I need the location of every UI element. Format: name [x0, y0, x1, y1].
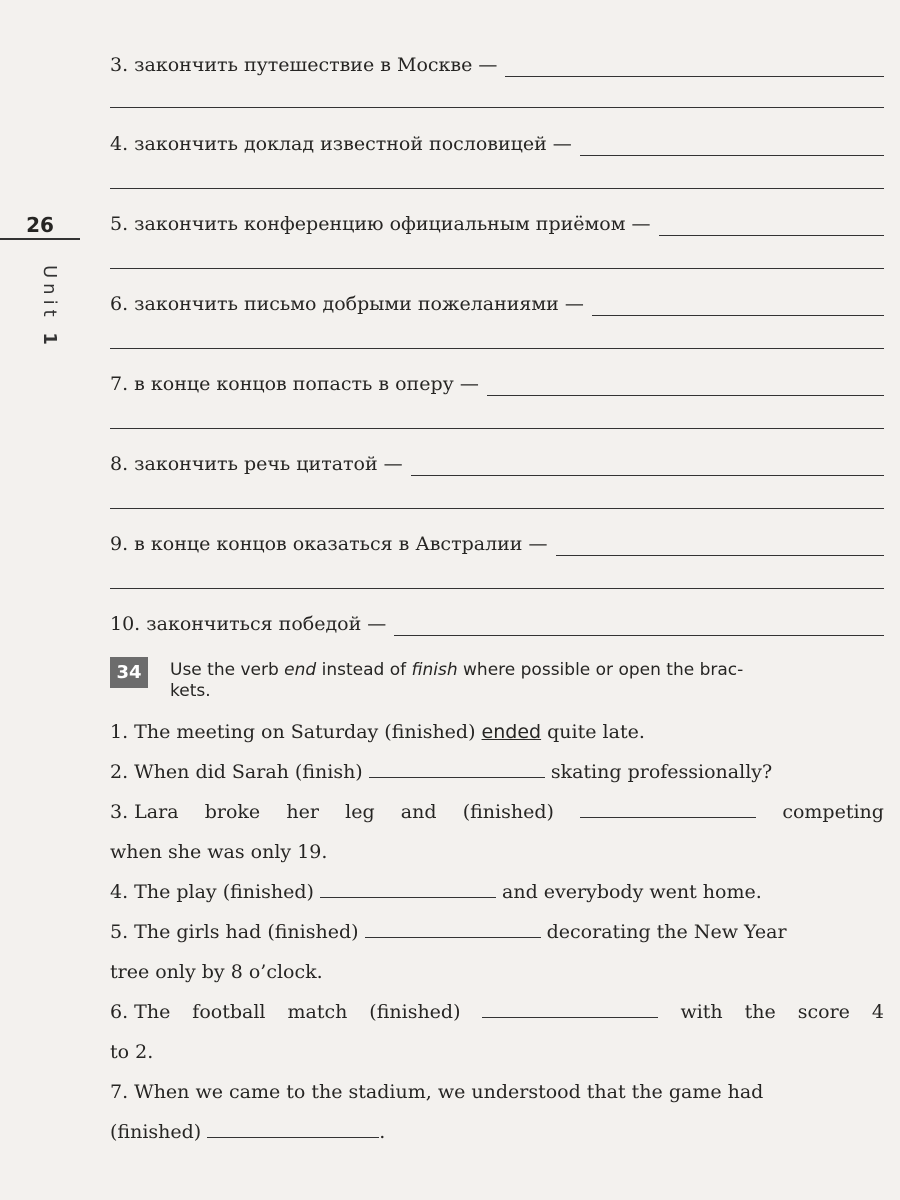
- exercise-line: [110, 919, 884, 945]
- exercise-text: 5. The girls had (finished): [110, 921, 359, 943]
- unit-label-text: Unit: [39, 265, 60, 322]
- instruction-text: where possible or open the brac-: [457, 660, 744, 680]
- answer-line[interactable]: [580, 139, 884, 156]
- answer-line[interactable]: [110, 188, 884, 189]
- exercise-word: (finished): [369, 1001, 461, 1023]
- exercise-word: broke: [204, 801, 261, 823]
- answer-line[interactable]: [110, 107, 884, 108]
- exercise-text: 2. When did Sarah (finish): [110, 761, 363, 783]
- answer-line[interactable]: [505, 60, 884, 77]
- list-item: [110, 132, 884, 156]
- exercise-text: decorating the New Year: [546, 921, 787, 943]
- instruction-text: Use the verb: [170, 660, 285, 680]
- answer-line[interactable]: [592, 299, 884, 316]
- exercise-word: competing: [782, 801, 884, 823]
- exercise-line: [110, 719, 884, 745]
- exercise-word: leg: [345, 801, 375, 823]
- list-item: [110, 532, 884, 556]
- answer-line[interactable]: [487, 379, 884, 396]
- exercise-line: [110, 759, 884, 785]
- exercise-text: tree only by 8 o’clock.: [110, 961, 323, 983]
- exercise-text: to 2.: [110, 1041, 154, 1063]
- page-number: 26: [26, 213, 54, 237]
- instruction-text: kets.: [170, 681, 211, 701]
- exercise-line: [110, 1079, 884, 1105]
- answer-blank[interactable]: [320, 879, 496, 898]
- exercise-word: 4: [871, 1001, 884, 1023]
- exercise-text: and everybody went home.: [502, 881, 762, 903]
- answer-line[interactable]: [110, 268, 884, 269]
- answer-line[interactable]: [659, 219, 884, 236]
- exercise-word: 3. Lara: [110, 801, 179, 823]
- instruction-emphasis: end: [284, 660, 317, 680]
- exercise-word: the: [744, 1001, 776, 1023]
- exercise-word: her: [286, 801, 319, 823]
- exercise-text: quite late.: [547, 721, 645, 743]
- exercise-text: skating professionally?: [550, 761, 773, 783]
- exercise-line: [110, 799, 884, 825]
- task-instruction: [170, 660, 884, 702]
- item-text: 5. закончить конференцию официальным приёмом —: [110, 213, 651, 235]
- page-number-rule: [0, 238, 80, 240]
- list-item: [110, 292, 884, 316]
- answer-line[interactable]: [110, 508, 884, 509]
- answer-line[interactable]: [110, 428, 884, 429]
- answer-blank[interactable]: [369, 759, 545, 778]
- exercise-text: (finished): [110, 1121, 202, 1143]
- item-text: 4. закончить доклад известной пословицей —: [110, 133, 572, 155]
- answer-blank[interactable]: [207, 1119, 379, 1138]
- answer-line[interactable]: [394, 619, 884, 636]
- exercise-line: [110, 959, 884, 985]
- answer-blank[interactable]: [580, 799, 756, 818]
- instruction-text: instead of: [316, 660, 412, 680]
- exercise-text: .: [379, 1121, 386, 1143]
- exercise-word: football: [192, 1001, 266, 1023]
- exercise-line: [110, 879, 884, 905]
- exercise-word: score: [797, 1001, 850, 1023]
- answer-blank[interactable]: [365, 919, 541, 938]
- answer-line[interactable]: [110, 348, 884, 349]
- unit-label: [30, 265, 60, 345]
- item-text: 10. закончиться победой —: [110, 613, 387, 635]
- item-text: 8. закончить речь цитатой —: [110, 453, 403, 475]
- exercise-line: [110, 1039, 884, 1065]
- answer-line[interactable]: [110, 588, 884, 589]
- item-text: 9. в конце концов оказаться в Австралии —: [110, 533, 548, 555]
- item-text: 6. закончить письмо добрыми пожеланиями —: [110, 293, 584, 315]
- answer-line[interactable]: [556, 539, 884, 556]
- exercise-text: 7. When we came to the stadium, we understood that the game had: [110, 1081, 764, 1103]
- filled-answer: ended: [481, 721, 542, 743]
- unit-number: 1: [39, 332, 60, 345]
- exercise-line: [110, 839, 884, 865]
- answer-line[interactable]: [411, 459, 884, 476]
- exercise-text: 4. The play (finished): [110, 881, 314, 903]
- exercise-text: 1. The meeting on Saturday (finished): [110, 721, 476, 743]
- exercise-word: match: [287, 1001, 348, 1023]
- exercise-line: [110, 1119, 884, 1145]
- exercise-line: [110, 999, 884, 1025]
- instruction-emphasis: finish: [411, 660, 458, 680]
- exercise-word: (finished): [462, 801, 554, 823]
- list-item: [110, 612, 884, 636]
- list-item: [110, 372, 884, 396]
- item-text: 3. закончить путешествие в Москве —: [110, 54, 498, 76]
- list-item: [110, 212, 884, 236]
- item-text: 7. в конце концов попасть в оперу —: [110, 373, 479, 395]
- list-item: [110, 452, 884, 476]
- task-number-badge: 34: [110, 657, 148, 688]
- list-item: [110, 53, 884, 77]
- answer-blank[interactable]: [482, 999, 658, 1018]
- exercise-text: when she was only 19.: [110, 841, 328, 863]
- exercise-word: with: [680, 1001, 723, 1023]
- exercise-word: and: [400, 801, 437, 823]
- exercise-word: 6. The: [110, 1001, 171, 1023]
